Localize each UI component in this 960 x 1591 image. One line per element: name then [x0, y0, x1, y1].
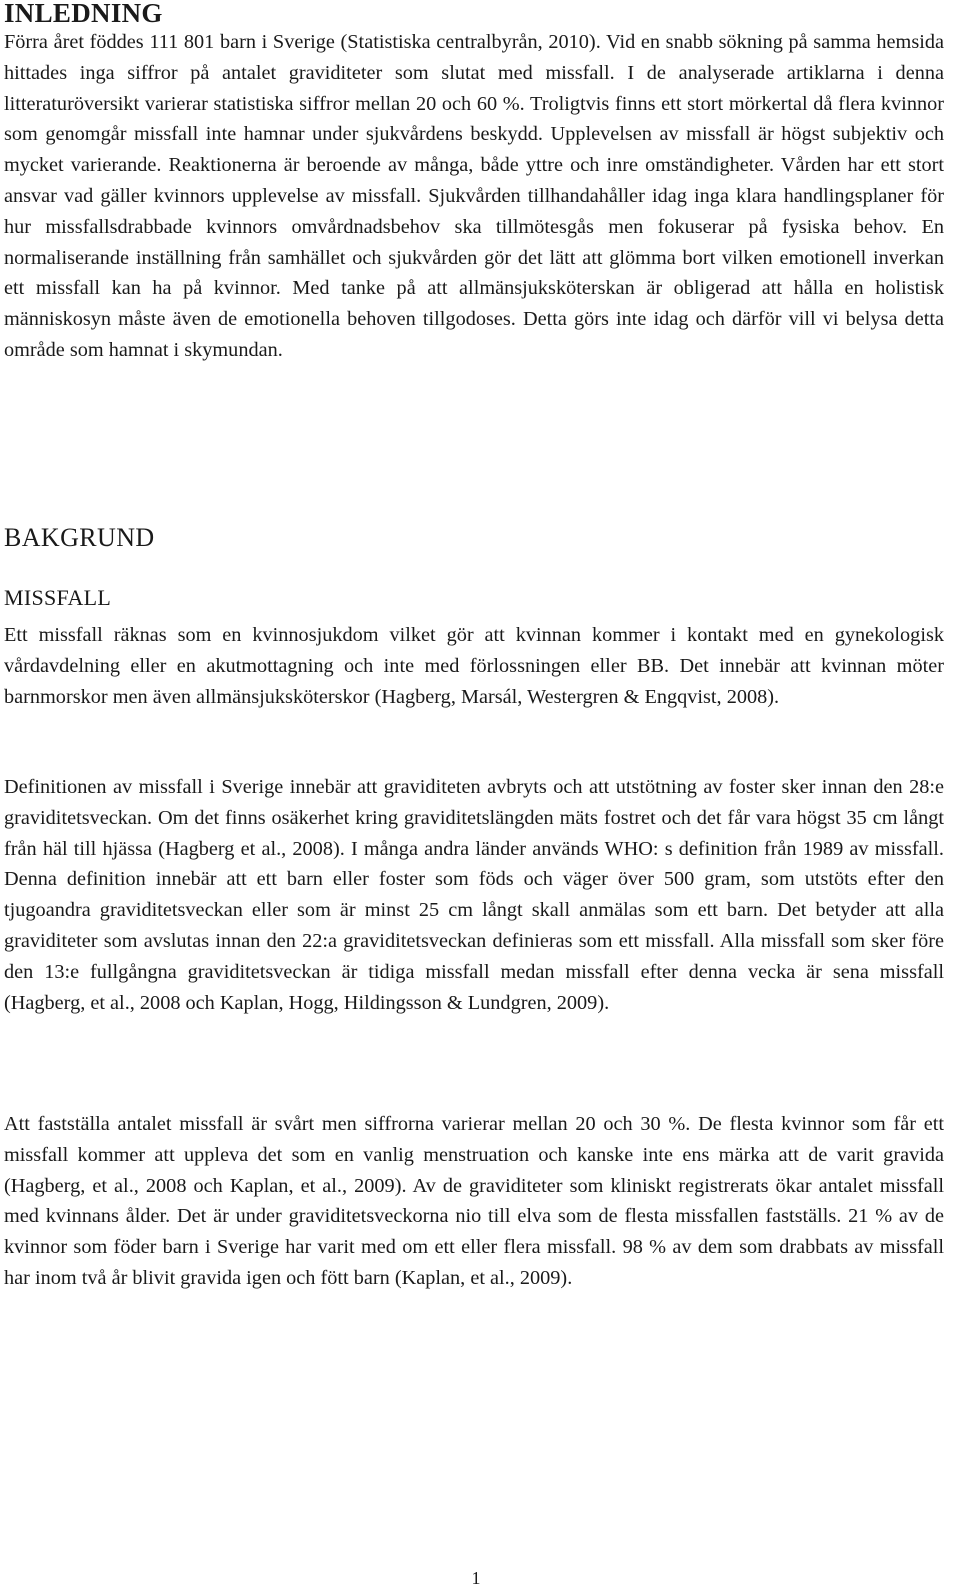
page-number: 1: [471, 1568, 481, 1588]
missfall-paragraph-3: Att fastställa antalet missfall är svårt men siffrorna varierar mellan 20 och 30 %. De flesta kvinnor som får ett missfall kommer att uppleva det som en vanlig menstruation och kanske inte ens märka att de varit gravida (Hagberg, et al., 2008 och Kaplan, et al., 2009). Av de graviditeter som kliniskt registrerats ökar antalet missfall med kvinnans ålder. Det är under graviditetsveckorna nio till elva som de flesta missfallen fastställs. 21 % av de kvinnor som föder barn i Sverige har varit med om ett eller flera missfall. 98 % av dem som drabbats av missfall har inom två år blivit gravida igen och fött barn (Kaplan, et al., 2009).: [4, 1113, 944, 1289]
missfall-paragraph-2: Definitionen av missfall i Sverige innebär att graviditeten avbryts och att utstötning av foster sker innan den 28:e graviditetsveckan. Om det finns osäkerhet kring graviditetslängden mäts fostret och det får vara högst 35 cm långt från häl till hjässa (Hagberg et al., 2008). I många andra länder används WHO: s definition från 1989 av missfall. Denna definition innebär att ett barn eller foster som föds och väger över 500 gram, som utstöts efter den tjugoandra graviditetsveckan eller som är minst 25 cm långt skall anmälas som ett barn. Det betyder att alla graviditeter som avslutas innan den 22:a graviditetsveckan definieras som ett missfall. Alla missfall som sker före den 13:e fullgångna graviditetsveckan är tidiga missfall medan missfall efter denna vecka är sena missfall (Hagberg, et al., 2008 och Kaplan, Hogg, Hildingsson & Lundgren, 2009).: [4, 776, 944, 1014]
background-heading: BAKGRUND: [4, 523, 155, 552]
page-content: [4, 0, 944, 1289]
missfall-subheading: MISSFALL: [4, 585, 112, 610]
missfall-paragraph-1: Ett missfall räknas som en kvinnosjukdom vilket gör att kvinnan kommer i kontakt med en gynekologisk vårdavdelning eller en akutmottagning och inte med förlossningen eller BB. Det innebär att kvinnan möter barnmorskor men även allmänsjuksköterskor (Hagberg, Marsál, Westergren & Engqvist, 2008).: [4, 624, 944, 708]
intro-heading: INLEDNING: [4, 0, 163, 28]
intro-paragraph: Förra året föddes 111 801 barn i Sverige (Statistiska centralbyrån, 2010). Vid en snabb sökning på samma hemsida hittades inga siffror på antalet graviditeter som slutat med missfall. I de analyserade artiklarna i denna litteraturöversikt varierar statistiska siffror mellan 20 och 60 %. Troligtvis finns ett stort mörkertal då flera kvinnor som genomgår missfall inte hamnar under sjukvårdens beskydd. Upplevelsen av missfall är högst subjektiv och mycket varierande. Reaktionerna är beroende av många, både yttre och inre omständigheter. Vården har ett stort ansvar vad gäller kvinnors upplevelse av missfall. Sjukvården tillhandahåller idag inga klara handlingsplaner för hur missfallsdrabbade kvinnors omvårdnadsbehov ska tillmötesgås men fokuserar på fysiska behov. En normaliserande inställning från samhället och sjukvården gör det lätt att glömma bort vilken emotionell inverkan ett missfall kan ha på kvinnor. Med tanke på att allmänsjuksköterskan är obligerad att hålla en holistisk människosyn måste även de emotionella behoven tillgodoses. Detta görs inte idag och därför vill vi belysa detta område som hamnat i skymundan.: [4, 31, 944, 361]
